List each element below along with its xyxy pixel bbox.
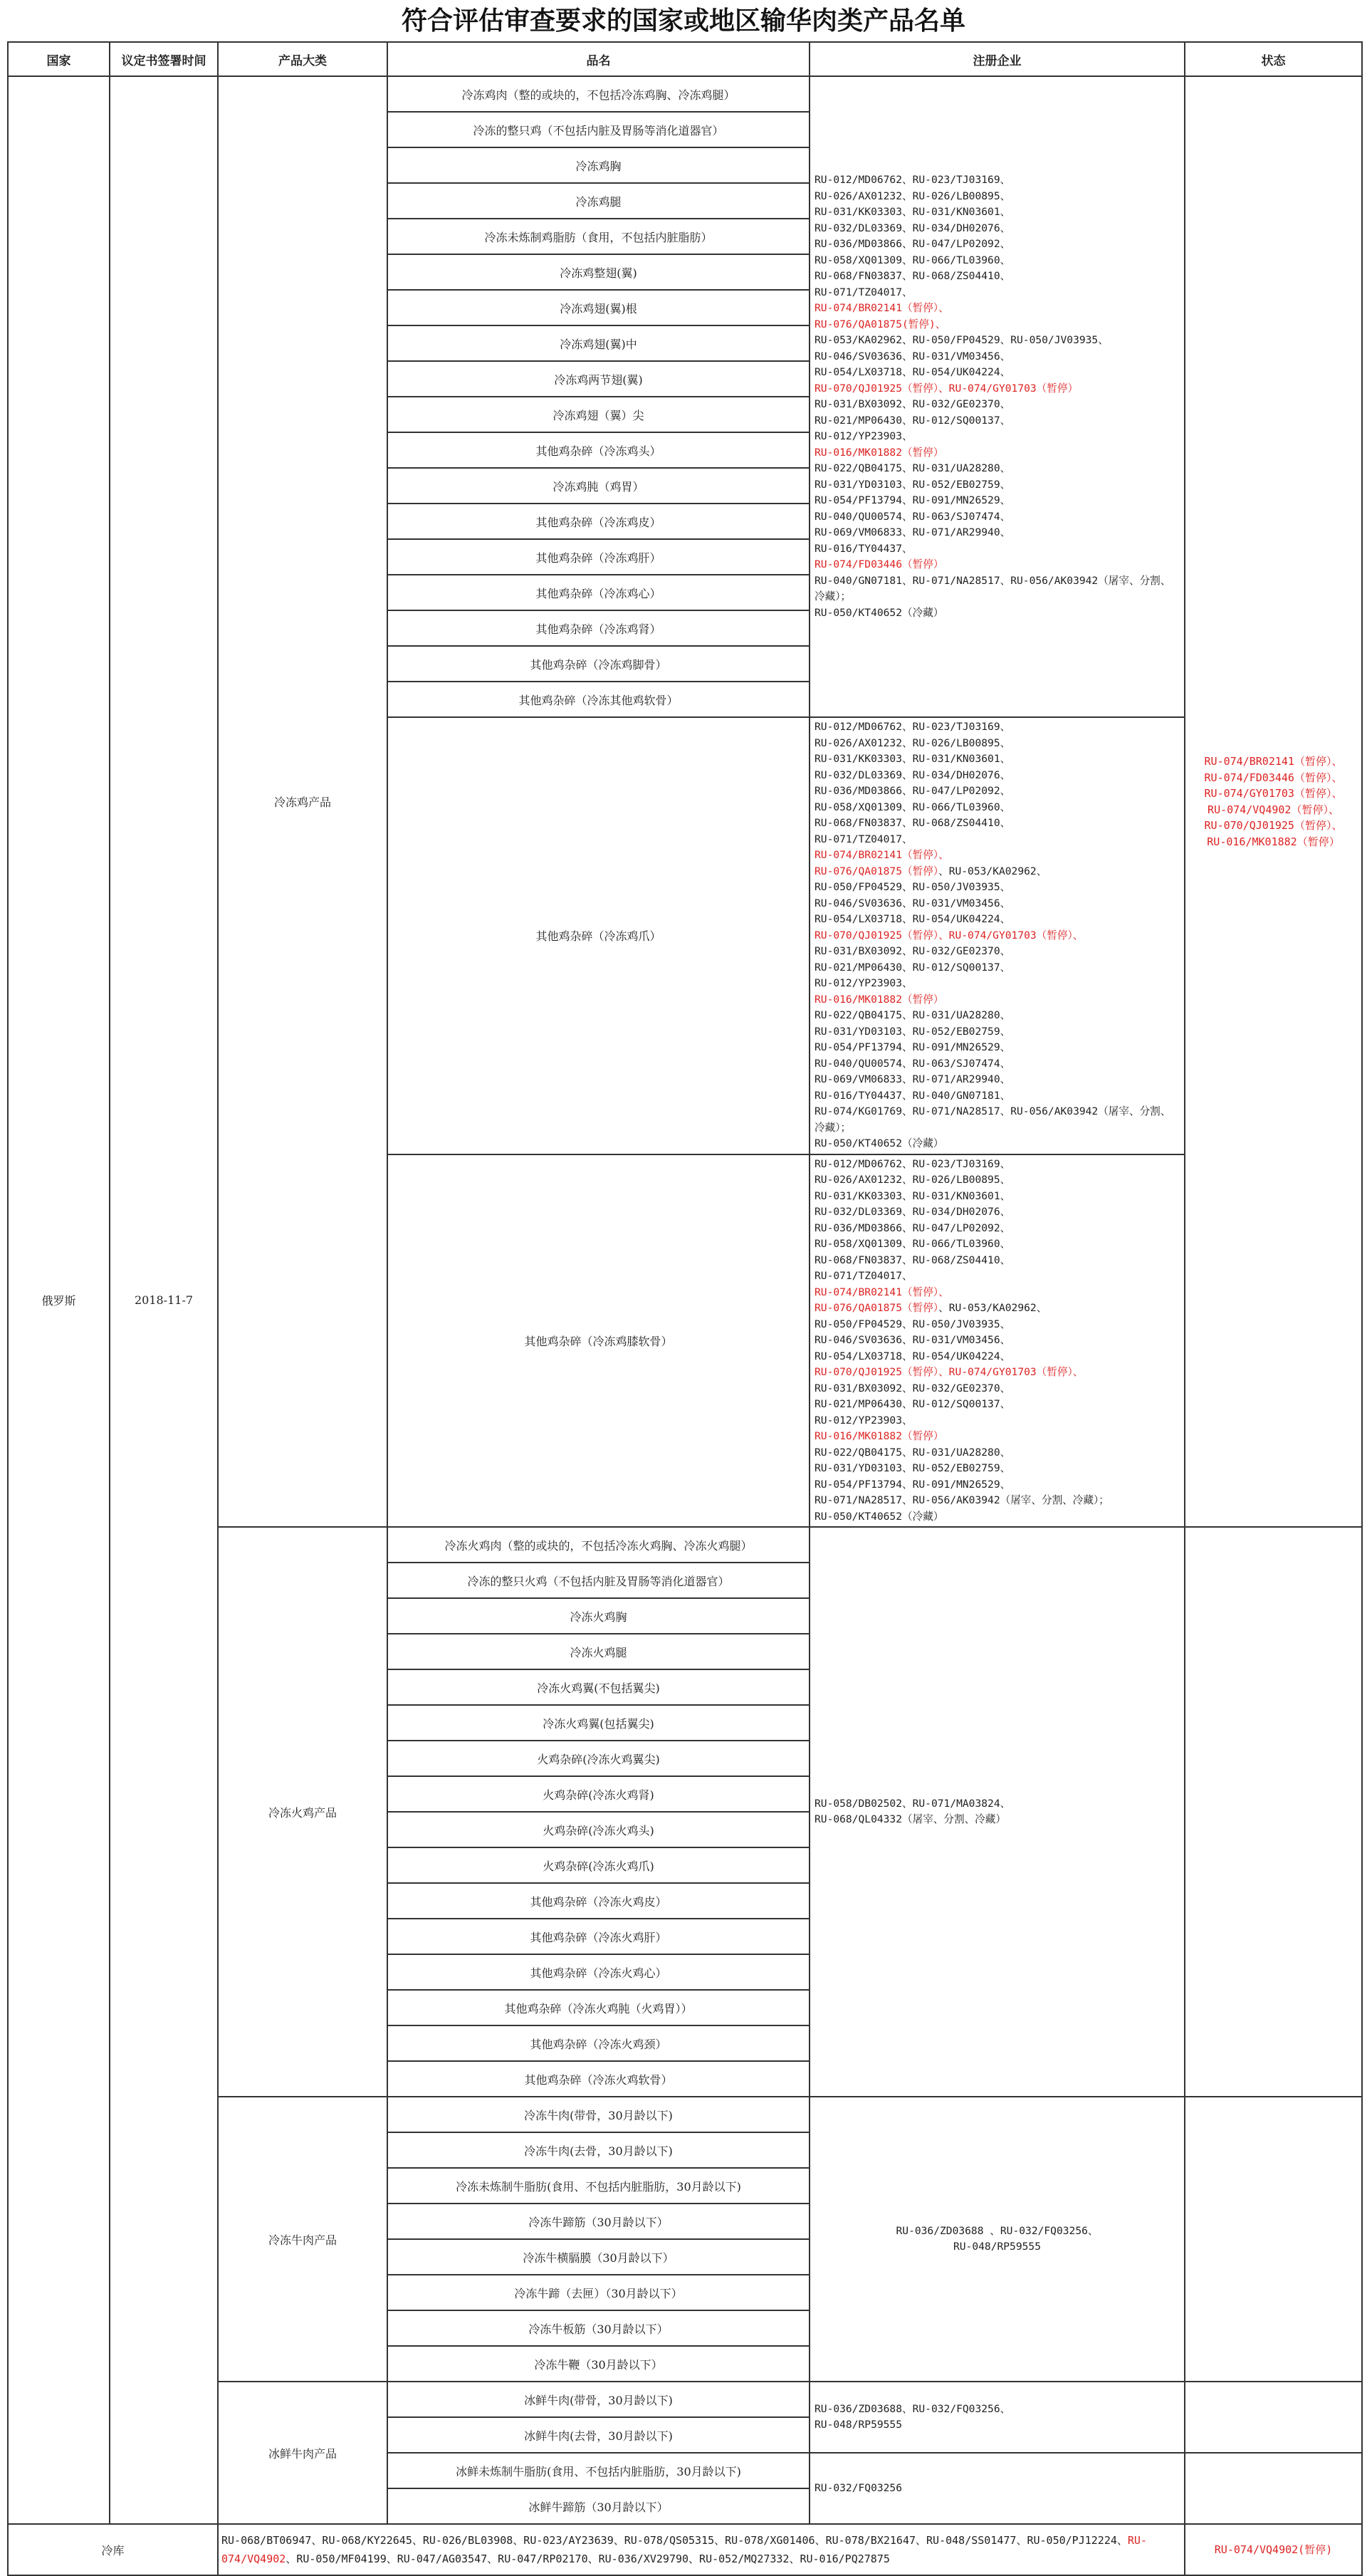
product-name: 其他鸡杂碎（冷冻火鸡肝） xyxy=(387,1919,810,1954)
enterprise-code: RU-031/KK03303、RU-031/KN03601、 xyxy=(815,1189,1011,1202)
product-name: 冰鲜牛肉(去骨，30月龄以下) xyxy=(387,2417,810,2453)
enterprise-code: RU-021/MP06430、RU-012/SQ00137、 xyxy=(815,414,1011,427)
enterprise-code: RU-016/TY04437、RU-040/GN07181、 xyxy=(815,1089,1011,1102)
product-name: 冷冻牛蹄筋（30月龄以下） xyxy=(387,2204,810,2239)
enterprise-code: RU-026/AX01232、RU-026/LB00895、 xyxy=(815,189,1011,202)
enterprise-code: RU-069/VM06833、RU-071/AR29940、 xyxy=(815,526,1011,538)
product-name: 冷冻鸡翅（翼）尖 xyxy=(387,397,810,432)
enterprise-code: RU-050/FP04529、RU-050/JV03935、 xyxy=(815,1318,1011,1330)
enterprise-code: RU-068/FN03837、RU-068/ZS04410、 xyxy=(815,817,1011,829)
enterprise-code: RU-050/KT40652（冷藏） xyxy=(815,606,944,619)
enterprise-code: RU-074/BR02141（暂停）、 xyxy=(815,1286,949,1298)
status-badge: RU-074/BR02141（暂停）、 xyxy=(1204,755,1343,768)
enterprise-code: RU-036/MD03866、RU-047/LP02092、 xyxy=(815,1221,1011,1234)
product-name: 冷冻的整只鸡（不包括内脏及胃肠等消化道器官） xyxy=(387,112,810,147)
product-table xyxy=(7,41,1363,2576)
product-name: 冷冻火鸡胸 xyxy=(387,1598,810,1634)
enterprise-code: RU-068/FN03837、RU-068/ZS04410、 xyxy=(815,270,1011,282)
category-cell: 冷冻火鸡产品 xyxy=(218,1527,387,2097)
enterprise-code: RU-031/KK03303、RU-031/KN03601、 xyxy=(815,206,1011,218)
header-enterprises: 注册企业 xyxy=(810,42,1185,76)
product-name: 冰鲜牛肉(带骨，30月龄以下) xyxy=(387,2382,810,2417)
enterprise-code: RU-040/QU00574、RU-063/SJ07474、 xyxy=(815,510,1011,523)
status-cell xyxy=(1185,76,1362,1527)
status-badge: RU-070/QJ01925（暂停）、 xyxy=(1204,819,1343,832)
cold-storage-label: 冷库 xyxy=(8,2524,218,2575)
category-cell: 冷冻牛肉产品 xyxy=(218,2097,387,2382)
product-name: 冷冻未炼制牛脂肪(食用、不包括内脏脂肪，30月龄以下) xyxy=(387,2168,810,2204)
enterprise-code: RU-032/DL03369、RU-034/DH02076、 xyxy=(815,768,1011,781)
enterprise-code: RU-071/TZ04017、 xyxy=(815,286,913,298)
enterprise-code: RU-012/YP23903、 xyxy=(815,1414,913,1427)
product-name: 冷冻火鸡翼(不包括翼尖) xyxy=(387,1669,810,1705)
enterprise-code: RU-016/MK01882（暂停） xyxy=(815,1430,944,1442)
table-row xyxy=(8,2524,1362,2575)
product-name: 火鸡杂碎(冷冻火鸡肾) xyxy=(387,1776,810,1812)
status-cell xyxy=(1185,2524,1362,2575)
status-badge: RU-074/VQ4902(暂停) xyxy=(1214,2543,1333,2556)
enterprise-code: RU-012/MD06762、RU-023/TJ03169、 xyxy=(815,1157,1011,1170)
product-name: 其他鸡杂碎（冷冻火鸡皮） xyxy=(387,1883,810,1919)
enterprise-code: RU-046/SV03636、RU-031/VM03456、 xyxy=(815,350,1011,363)
product-name: 冷冻的整只火鸡（不包括内脏及胃肠等消化道器官） xyxy=(387,1563,810,1598)
enterprise-code: RU-050/KT40652（冷藏） xyxy=(815,1137,944,1149)
enterprise-code: RU-016/MK01882（暂停） xyxy=(815,993,944,1006)
enterprise-code: RU-074/VQ4902 xyxy=(221,2534,1147,2565)
product-name: 其他鸡杂碎（冷冻鸡心） xyxy=(387,575,810,610)
enterprise-code: 、RU-053/KA02962、 xyxy=(938,1302,1047,1314)
enterprise-code: RU-031/BX03092、RU-032/GE02370、 xyxy=(815,398,1011,410)
product-name: 冷冻牛肉(去骨，30月龄以下) xyxy=(387,2132,810,2168)
enterprise-code: RU-058/XQ01309、RU-066/TL03960、 xyxy=(815,1238,1011,1250)
enterprise-code: RU-032/DL03369、RU-034/DH02076、 xyxy=(815,1206,1011,1218)
enterprise-code: RU-070/QJ01925（暂停）、RU-074/GY01703（暂停）、 xyxy=(815,929,1084,942)
enterprise-code: RU-031/YD03103、RU-052/EB02759、 xyxy=(815,478,1011,491)
product-name: 冰鲜未炼制牛脂肪(食用、不包括内脏脂肪，30月龄以下) xyxy=(387,2453,810,2488)
status-cell xyxy=(1185,2097,1362,2382)
product-name: 火鸡杂碎(冷冻火鸡翼尖) xyxy=(387,1741,810,1776)
status-cell xyxy=(1185,1527,1362,2097)
enterprise-code: RU-016/MK01882（暂停） xyxy=(815,446,944,459)
enterprise-code: RU-031/YD03103、RU-052/EB02759、 xyxy=(815,1025,1011,1038)
enterprise-list xyxy=(810,76,1185,717)
enterprise-code: RU-070/QJ01925（暂停）、RU-074/GY01703（暂停） xyxy=(815,382,1079,395)
enterprise-code: RU-021/MP06430、RU-012/SQ00137、 xyxy=(815,961,1011,974)
product-name: 其他鸡杂碎（冷冻火鸡肫（火鸡胃）） xyxy=(387,1990,810,2025)
product-name: 冷冻牛鞭（30月龄以下） xyxy=(387,2346,810,2382)
status-badge: RU-016/MK01882（暂停） xyxy=(1207,835,1340,848)
enterprise-code: RU-036/MD03866、RU-047/LP02092、 xyxy=(815,785,1011,797)
enterprise-code: RU-069/VM06833、RU-071/AR29940、 xyxy=(815,1073,1011,1085)
enterprise-code: RU-046/SV03636、RU-031/VM03456、 xyxy=(815,897,1011,909)
date-cell: 2018-11-7 xyxy=(110,76,218,2524)
product-name: 其他鸡杂碎（冷冻鸡脚骨） xyxy=(387,646,810,682)
enterprise-code: RU-058/XQ01309、RU-066/TL03960、 xyxy=(815,254,1011,266)
product-name: 冷冻火鸡翼(包括翼尖) xyxy=(387,1705,810,1741)
enterprise-list xyxy=(810,1154,1185,1528)
enterprise-list: RU-032/FQ03256 xyxy=(810,2453,1185,2524)
enterprise-code: RU-031/BX03092、RU-032/GE02370、 xyxy=(815,1382,1011,1394)
enterprise-code: RU-054/PF13794、RU-091/MN26529、 xyxy=(815,1041,1011,1053)
table-row xyxy=(8,76,1362,112)
enterprise-code: RU-071/NA28517、RU-056/AK03942（屠宰、分割、冷藏）； xyxy=(815,1105,1171,1134)
enterprise-code: RU-074/KG01769、 xyxy=(815,1105,913,1117)
page-title: 符合评估审查要求的国家或地区输华肉类产品名单 xyxy=(401,6,965,36)
enterprise-list: RU-058/DB02502、RU-071/MA03824、 RU-068/QL04332（屠宰、分割、冷藏） xyxy=(810,1527,1185,2097)
enterprise-code: RU-040/QU00574、RU-063/SJ07474、 xyxy=(815,1057,1011,1070)
enterprise-code: RU-054/LX03718、RU-054/UK04224、 xyxy=(815,1350,1011,1362)
status-badge: RU-074/GY01703（暂停）、 xyxy=(1204,787,1343,800)
enterprise-code: 、RU-053/KA02962、 xyxy=(938,865,1047,877)
product-name: 其他鸡杂碎（冷冻鸡膝软骨） xyxy=(387,1154,810,1528)
product-name: 冷冻牛板筋（30月龄以下） xyxy=(387,2310,810,2346)
enterprise-code: 、RU-050/MF04199、RU-047/AG03547、RU-047/RP02170、RU-036/XV29790、RU-052/MQ27332、RU-016/PQ27875 xyxy=(286,2552,890,2565)
enterprise-code: RU-070/QJ01925（暂停）、RU-074/GY01703（暂停）、 xyxy=(815,1366,1084,1378)
country-cell: 俄罗斯 xyxy=(8,76,110,2524)
status-badge: RU-074/FD03446（暂停）、 xyxy=(1204,771,1343,784)
cold-storage-list xyxy=(218,2524,1185,2575)
enterprise-code: RU-012/YP23903、 xyxy=(815,977,913,989)
header-date: 议定书签署时间 xyxy=(110,42,218,76)
product-name: 冷冻鸡胸 xyxy=(387,147,810,183)
product-name: 冷冻鸡肫（鸡胃） xyxy=(387,468,810,504)
header-row xyxy=(8,42,1362,76)
product-name: 冷冻火鸡腿 xyxy=(387,1634,810,1669)
header-status: 状态 xyxy=(1185,42,1362,76)
enterprise-code: RU-016/TY04437、 xyxy=(815,542,913,555)
enterprise-list xyxy=(810,717,1185,1154)
enterprise-code: RU-026/AX01232、RU-026/LB00895、 xyxy=(815,736,1011,749)
enterprise-code: RU-050/KT40652（冷藏） xyxy=(815,1510,944,1523)
enterprise-code: RU-054/LX03718、RU-054/UK04224、 xyxy=(815,913,1011,925)
category-cell: 冰鲜牛肉产品 xyxy=(218,2382,387,2524)
product-name: 冷冻鸡翅(翼)中 xyxy=(387,325,810,361)
header-product: 品名 xyxy=(387,42,810,76)
product-name: 其他鸡杂碎（冷冻火鸡颈） xyxy=(387,2025,810,2061)
product-name: 冷冻鸡肉（整的或块的，不包括冷冻鸡胸、冷冻鸡腿） xyxy=(387,76,810,112)
enterprise-list: RU-036/ZD03688、RU-032/FQ03256、 RU-048/RP59555 xyxy=(810,2382,1185,2453)
product-name: 冰鲜牛蹄筋（30月龄以下） xyxy=(387,2488,810,2524)
product-name: 其他鸡杂碎（冷冻鸡皮） xyxy=(387,504,810,539)
enterprise-code: RU-068/FN03837、RU-068/ZS04410、 xyxy=(815,1253,1011,1266)
enterprise-code: RU-053/KA02962、 xyxy=(815,334,913,346)
enterprise-code: RU-012/MD06762、RU-023/TJ03169、 xyxy=(815,174,1011,186)
product-name: 冷冻牛蹄（去匣）（30月龄以下） xyxy=(387,2275,810,2310)
status-cell xyxy=(1185,2382,1362,2453)
enterprise-code: RU-054/PF13794、RU-091/MN26529、 xyxy=(815,1478,1011,1491)
product-name: 火鸡杂碎(冷冻火鸡爪) xyxy=(387,1847,810,1883)
enterprise-code: RU-012/MD06762、RU-023/TJ03169、 xyxy=(815,721,1011,733)
enterprise-code: RU-031/BX03092、RU-032/GE02370、 xyxy=(815,945,1011,957)
enterprise-list: RU-036/ZD03688 、RU-032/FQ03256、 RU-048/RP59555 xyxy=(810,2097,1185,2382)
product-name: 冷冻未炼制鸡脂肪（食用，不包括内脏脂肪） xyxy=(387,219,810,254)
category-cell: 冷冻鸡产品 xyxy=(218,76,387,1527)
enterprise-code: RU-022/QB04175、RU-031/UA28280、 xyxy=(815,1446,1011,1459)
enterprise-code: RU-046/SV03636、RU-031/VM03456、 xyxy=(815,1334,1011,1346)
enterprise-code: RU-054/PF13794、RU-091/MN26529、 xyxy=(815,494,1011,506)
enterprise-code: RU-074/BR02141（暂停）、 xyxy=(815,302,949,314)
product-name: 其他鸡杂碎（冷冻鸡头） xyxy=(387,432,810,468)
enterprise-code: RU-031/KK03303、RU-031/KN03601、 xyxy=(815,753,1011,765)
enterprise-code: RU-021/MP06430、RU-012/SQ00137、 xyxy=(815,1398,1011,1410)
product-name: 冷冻牛横膈膜（30月龄以下） xyxy=(387,2239,810,2275)
enterprise-code: RU-076/QA01875(暂停)、 xyxy=(815,318,946,330)
product-name: 冷冻鸡翅(翼)根 xyxy=(387,290,810,325)
enterprise-code: RU-071/TZ04017、 xyxy=(815,1270,913,1282)
enterprise-code: RU-076/QA01875（暂停） xyxy=(815,1302,939,1314)
enterprise-code: RU-068/BT06947、RU-068/KY22645、RU-026/BL03908、RU-023/AY23639、RU-078/QS05315、RU-078/XG01406、RU-078/BX21647、RU-048/SS01477、RU-050/PJ12224、 xyxy=(221,2534,1128,2547)
enterprise-code: RU-032/DL03369、RU-034/DH02076、 xyxy=(815,221,1011,234)
product-name: 其他鸡杂碎（冷冻火鸡心） xyxy=(387,1954,810,1990)
product-name: 冷冻鸡两节翅(翼) xyxy=(387,361,810,397)
product-name: 其他鸡杂碎（冷冻鸡肝） xyxy=(387,539,810,575)
product-name: 其他鸡杂碎（冷冻其他鸡软骨） xyxy=(387,682,810,717)
enterprise-code: RU-050/FP04529、RU-050/JV03935、 xyxy=(912,334,1109,346)
enterprise-code: RU-058/XQ01309、RU-066/TL03960、 xyxy=(815,801,1011,813)
product-name: 其他鸡杂碎（冷冻鸡肾） xyxy=(387,610,810,646)
enterprise-code: RU-031/YD03103、RU-052/EB02759、 xyxy=(815,1462,1011,1474)
product-name: 冷冻火鸡肉（整的或块的，不包括冷冻火鸡胸、冷冻火鸡腿） xyxy=(387,1527,810,1563)
product-name: 冷冻鸡整翅(翼) xyxy=(387,254,810,290)
enterprise-code: RU-071/TZ04017、 xyxy=(815,833,913,845)
enterprise-code: RU-076/QA01875（暂停） xyxy=(815,865,939,877)
enterprise-code: RU-040/GN07181、 xyxy=(815,574,913,587)
enterprise-code: RU-022/QB04175、RU-031/UA28280、 xyxy=(815,1009,1011,1021)
enterprise-code: RU-036/MD03866、RU-047/LP02092、 xyxy=(815,238,1011,250)
product-name: 冷冻鸡腿 xyxy=(387,183,810,219)
enterprise-code: RU-054/LX03718、RU-054/UK04224、 xyxy=(815,366,1011,378)
product-name: 冷冻牛肉(带骨，30月龄以下) xyxy=(387,2097,810,2132)
product-name: 其他鸡杂碎（冷冻火鸡软骨） xyxy=(387,2061,810,2097)
enterprise-code: RU-074/FD03446（暂停） xyxy=(815,558,944,570)
header-category: 产品大类 xyxy=(218,42,387,76)
enterprise-code: RU-071/NA28517、RU-056/AK03942（屠宰、分割、冷藏）； xyxy=(815,574,1171,603)
enterprise-code: RU-012/YP23903、 xyxy=(815,430,913,442)
enterprise-code: RU-050/FP04529、RU-050/JV03935、 xyxy=(815,881,1011,893)
product-name: 其他鸡杂碎（冷冻鸡爪） xyxy=(387,717,810,1154)
enterprise-code: RU-071/NA28517、RU-056/AK03942（屠宰、分割、冷藏）； xyxy=(815,1494,1109,1506)
status-cell xyxy=(1185,2453,1362,2524)
enterprise-code: RU-026/AX01232、RU-026/LB00895、 xyxy=(815,1174,1011,1186)
product-name: 火鸡杂碎(冷冻火鸡头) xyxy=(387,1812,810,1847)
header-country: 国家 xyxy=(8,42,110,76)
enterprise-code: RU-074/BR02141（暂停）、 xyxy=(815,849,949,861)
enterprise-code: RU-022/QB04175、RU-031/UA28280、 xyxy=(815,462,1011,474)
status-badge: RU-074/VQ4902（暂停）、 xyxy=(1208,803,1339,816)
